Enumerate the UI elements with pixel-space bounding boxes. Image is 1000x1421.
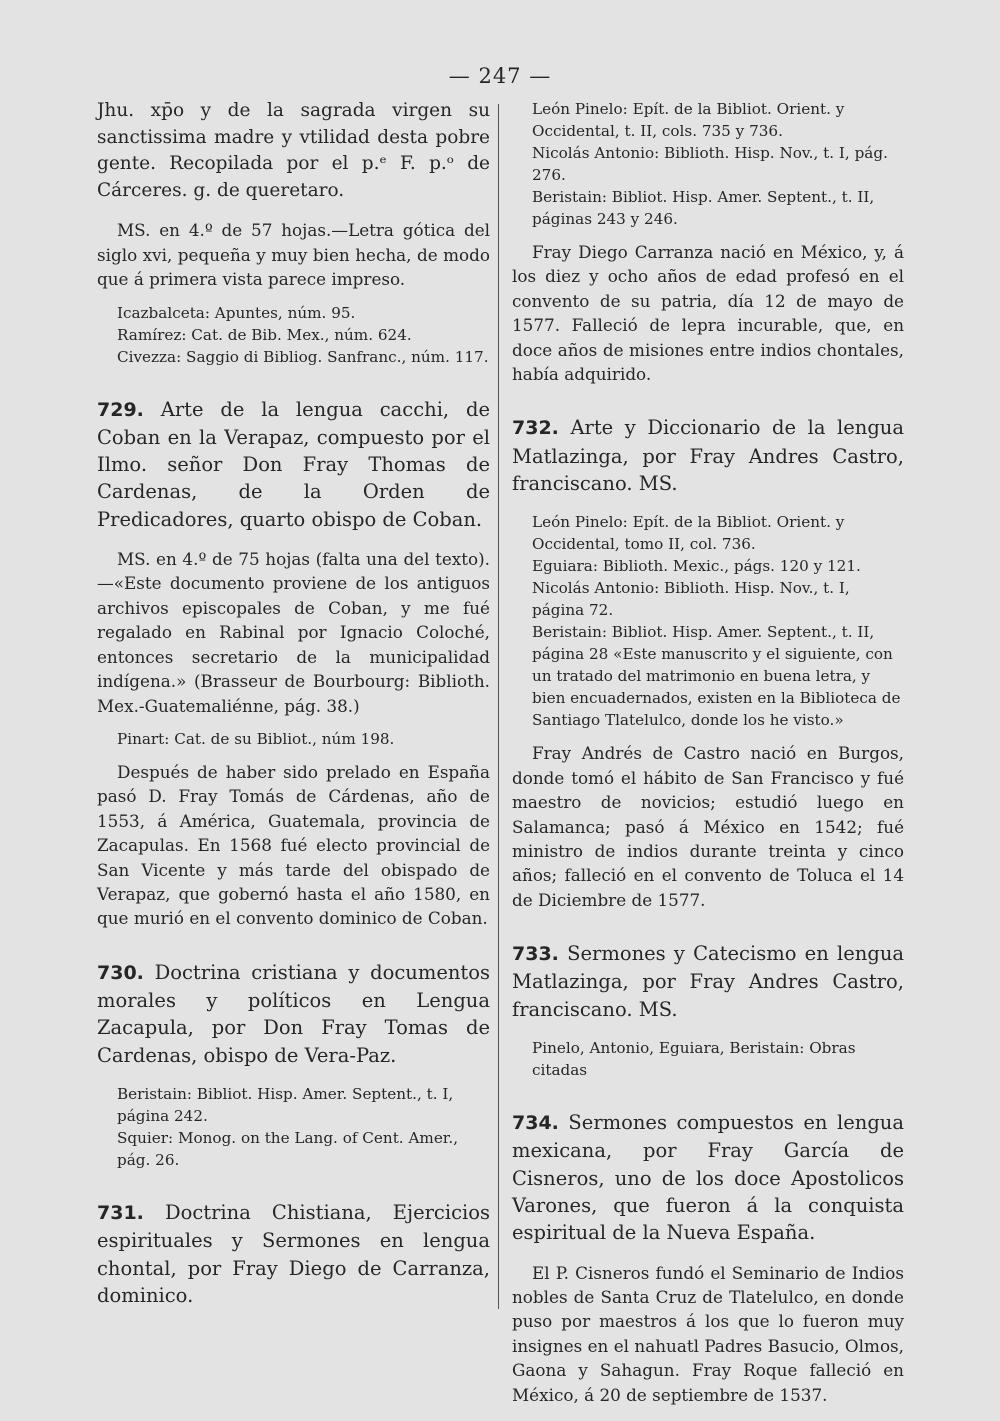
entry-732-references — [512, 511, 904, 731]
entry-732-heading — [512, 414, 904, 497]
entry-number: 729. — [97, 398, 144, 421]
reference-line: Pinelo, Antonio, Eguiara, Beristain: Obras citadas — [532, 1039, 856, 1080]
entry-number: 730. — [97, 961, 144, 984]
entry-734-biography: El P. Cisneros fundó el Seminario de Indios nobles de Santa Cruz de Tlatelulco, en donde puso por maestros á los que lo fueron muy insignes en el nahuatl Padres Basucio, Olmos, Gaona y Sahagun. Fray Roque falleció en México, á 20 de septiembre de 1537. — [512, 1262, 904, 1405]
reference-line: Squier: Monog. on the Lang. of Cent. Amer., pág. 26. — [117, 1128, 459, 1169]
entry-number: 732. — [512, 417, 559, 440]
reference-line: Nicolás Antonio: Biblioth. Hisp. Nov., t. I, pág. 276. — [532, 144, 888, 184]
entry-title: Sermones y Catecismo en lengua Matlazinga, por Fray Andres Castro, franciscano. MS. — [512, 942, 904, 1021]
entry-729-description: MS. en 4.º de 75 hojas (falta una del texto). —«Este documento proviene de los antiguos archivos episcopales de Coban, y me fué regalado en Rabinal por Ignacio Coloché, entonces secretario de la municipalidad indígena.» (Brasseur de Bourbourg: Biblioth. Mex.-Guatemaliénne, pág. 38.) — [97, 549, 490, 716]
entry-728-references — [97, 302, 490, 368]
entry-731-biography: Fray Diego Carranza nació en México, y, á los diez y ocho años de edad profesó en el convento de su patria, día 12 de mayo de 1577. Falleció de lepra incurable, que, en doce años de misiones entre indios chontales, había adquirido. — [512, 242, 904, 385]
entry-title: Arte y Diccionario de la lengua Matlazinga, por Fray Andres Castro, franciscano. MS. — [512, 416, 904, 496]
entry-728-title-continuation: Jhu. xp̄o y de la sagrada virgen su sanctissima madre y vtilidad desta pobre gente. Recopilada por el p.ᵉ F. p.ᵒ de Cárceres. g. de queretaro. — [97, 100, 490, 201]
left-column — [97, 98, 490, 1309]
entry-number: 731. — [97, 1201, 144, 1224]
entry-730-references — [97, 1083, 490, 1171]
reference-line: León Pinelo: Epít. de la Bibliot. Orient. y Occidental, t. II, cols. 735 y 736. — [532, 100, 845, 140]
page-number: — 247 — — [448, 64, 552, 88]
reference-line: Icazbalceta: Apuntes, núm. 95. — [117, 303, 356, 322]
column-divider — [498, 104, 499, 1309]
reference-line: Pinart: Cat. de su Bibliot., núm 198. — [117, 729, 395, 748]
entry-number: 733. — [512, 943, 559, 966]
right-column — [512, 98, 904, 1407]
entry-title: Sermones compuestos en lengua mexicana, por Fray García de Cisneros, uno de los doce Apostolicos Varones, que fueron á la conquista espiritual de la Nueva España. — [512, 1111, 904, 1245]
entry-733-heading — [512, 940, 904, 1023]
entry-729-biography: Después de haber sido prelado en España pasó D. Fray Tomás de Cárdenas, año de 1553, á América, Guatemala, provincia de Zacapulas. En 1568 fué electo provincial de San Vicente y más tarde del obispado de Verapaz, que gobernó hasta el año 1580, en que murió en el convento dominico de Coban. — [97, 761, 490, 929]
reference-line: Ramírez: Cat. de Bib. Mex., núm. 624. — [117, 325, 412, 344]
entry-734-heading — [512, 1109, 904, 1246]
entry-title: Arte de la lengua cacchi, de Coban en la Verapaz, compuesto por el Ilmo. señor Don Fray Thomas de Cardenas, de la Orden de Predicadores, quarto obispo de Coban. — [97, 397, 490, 531]
reference-line: Nicolás Antonio: Biblioth. Hisp. Nov., t. I, página 72. — [532, 579, 850, 620]
entry-731-references — [512, 98, 904, 230]
entry-title: Doctrina cristiana y documentos morales y políticos en Lengua Zacapula, por Don Fray Tomas de Cardenas, obispo de Vera-Paz. — [97, 960, 491, 1067]
entry-733-references — [512, 1037, 904, 1081]
entry-728-description: MS. en 4.º de 57 hojas.—Letra gótica del siglo xvi, pequeña y muy bien hecha, de modo que á primera vista parece impreso. — [97, 220, 490, 290]
entry-729-heading — [97, 396, 490, 533]
entry-731-heading — [97, 1199, 490, 1309]
reference-line: Beristain: Bibliot. Hisp. Amer. Septent., t. I, página 242. — [117, 1084, 454, 1125]
reference-line: Eguiara: Biblioth. Mexic., págs. 120 y 121. — [532, 557, 861, 576]
entry-title: Doctrina Chistiana, Ejercicios espirituales y Sermones en lengua chontal, por Fray Diego de Carranza, dominico. — [97, 1200, 490, 1307]
reference-line: Beristain: Bibliot. Hisp. Amer. Septent., t. II, página 28 «Este manuscrito y el siguiente, con un tratado del matrimonio en buena letra, y bien encuadernados, existen en la Biblioteca de Santiago Tlatelulco, donde los he visto.» — [532, 623, 901, 730]
entry-number: 734. — [512, 1112, 559, 1135]
entry-730-heading — [97, 959, 490, 1069]
entry-729-references — [97, 728, 490, 750]
entry-732-biography: Fray Andrés de Castro nació en Burgos, donde tomó el hábito de San Francisco y fué maestro de novicios; estudió luego en Salamanca; pasó á México en 1542; fué ministro de indios durante treinta y cinco años; falleció en el convento de Toluca el 14 de Diciembre de 1577. — [512, 743, 904, 910]
reference-line: León Pinelo: Epít. de la Bibliot. Orient. y Occidental, tomo II, col. 736. — [532, 513, 845, 554]
reference-line: Civezza: Saggio di Bibliog. Sanfranc., núm. 117. — [117, 347, 489, 366]
reference-line: Beristain: Bibliot. Hisp. Amer. Septent., t. II, páginas 243 y 246. — [532, 188, 875, 228]
